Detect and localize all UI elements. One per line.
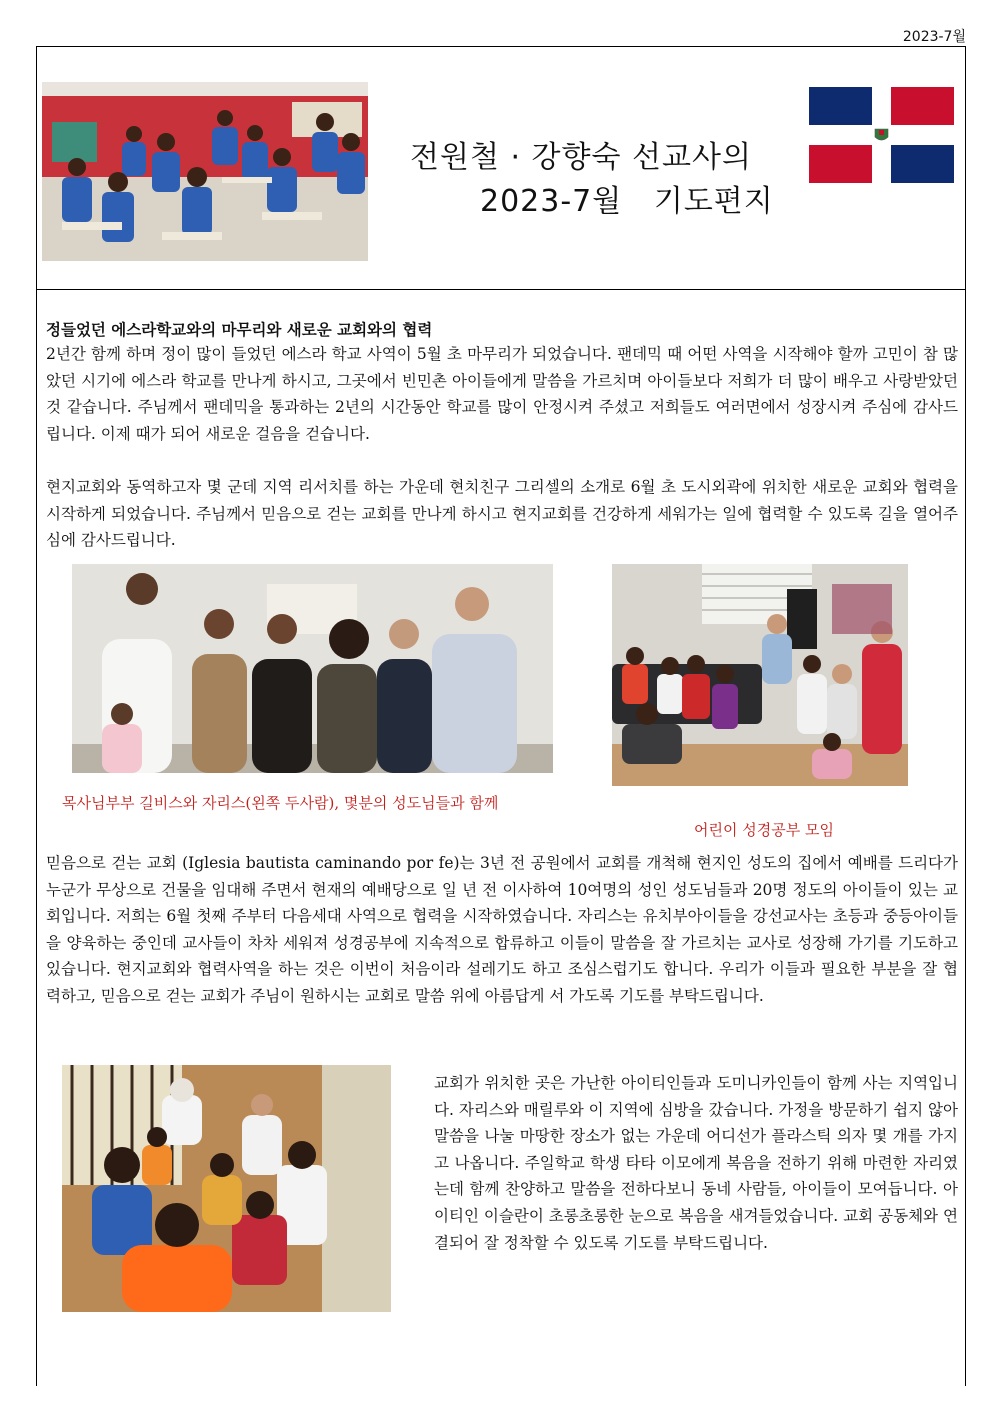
children-bible-study-photo: [612, 564, 908, 786]
neighborhood-visit-photo: [62, 1065, 391, 1312]
letter-date: 2023-7월: [902, 29, 966, 45]
dominican-republic-flag-icon: [809, 87, 954, 183]
group-photo-caption: 목사님부부 길비스와 자리스(왼쪽 두사람), 몇분의 성도님들과 함께: [62, 794, 499, 812]
paragraph-1: 2년간 함께 하며 정이 많이 들었던 에스라 학교 사역이 5월 초 마무리가 되었습니다. 팬데믹 때 어떤 사역을 시작해야 할까 고민이 참 많았던 시기에 에스라 학교를 만나게 하시고, 그곳에서 빈민촌 아이들에게 말씀을 가르치며 아이들보다 저희가 더 많이 배우고 사랑받았던 것 같습니다. 주님께서 팬데믹을 통과하는 2년의 시간동안 학교를 많이 안정시켜 주셨고 저희들도 여러면에서 성장시켜 주심에 감사드립니다. 이제 때가 되어 새로운 걸음을 걷습니다.: [46, 345, 958, 443]
section-title: 정들었던 에스라학교와의 마무리와 새로운 교회와의 협력: [46, 320, 433, 339]
paragraph-3: 믿음으로 걷는 교회 (Iglesia bautista caminando por fe)는 3년 전 공원에서 교회를 개척해 현지인 성도의 집에서 예배를 드리다가 누군가 무상으로 건물을 임대해 주면서 현재의 예배당으로 일 년 전 이사하여 10여명의 성인 성도님들과 20명 정도의 아이들이 있는 교회입니다. 저희는 6월 첫째 주부터 다음세대 사역으로 협력을 시작하였습니다. 자리스는 유치부아이들을 강선교사는 초등과 중등아이들을 양육하는 중인데 교사들이 차차 세워져 성경공부에 지속적으로 합류하고 이들이 말씀을 잘 가르치는 교사로 성장해 가기를 기도하고 있습니다. 현지교회와 협력사역을 하는 것은 이번이 처음이라 설레기도 하고 조심스럽기도 합니다. 우리가 이들과 필요한 부분을 잘 협력하고, 믿음으로 걷는 교회가 주님이 원하시는 교회로 말씀 위에 아름답게 서 가도록 기도를 부탁드립니다.: [46, 854, 958, 1005]
classroom-photo: [42, 82, 368, 261]
letter-title-line2: 2023-7월 기도편지: [480, 184, 774, 219]
paragraph-2: 현지교회와 동역하고자 몇 군데 지역 리서치를 하는 가운데 현치친구 그리셀의 소개로 6월 초 도시외곽에 위치한 새로운 교회와 협력을 시작하게 되었습니다. 주님께서 믿음으로 걷는 교회를 만나게 하시고 현지교회를 건강하게 세워가는 일에 협력할 수 있도록 길을 열어주심에 감사드립니다.: [46, 478, 958, 550]
bible-study-caption: 어린이 성경공부 모임: [694, 821, 834, 839]
header-divider: [36, 289, 966, 290]
paragraph-4: 교회가 위치한 곳은 가난한 아이티인들과 도미니카인들이 함께 사는 지역입니다. 자리스와 매릴루와 이 지역에 심방을 갔습니다. 가정을 방문하기 쉽지 않아 말씀을 나눌 마땅한 장소가 없는 가운데 어디선가 플라스틱 의자 몇 개를 가지고 나옵니다. 주일학교 학생 타타 이모에게 복음을 전하기 위해 마련한 자리였는데 함께 찬양하고 말씀을 전하다보니 동네 사람들, 아이들이 모여듭니다. 아이티인 이슬란이 초롱초롱한 눈으로 복음을 새겨들었습니다. 교회 공동체와 연결되어 잘 정착할 수 있도록 기도를 부탁드립니다.: [434, 1074, 958, 1252]
letter-title-line1: 전원철 · 강향숙 선교사의: [410, 140, 752, 175]
church-group-photo: [72, 564, 553, 773]
